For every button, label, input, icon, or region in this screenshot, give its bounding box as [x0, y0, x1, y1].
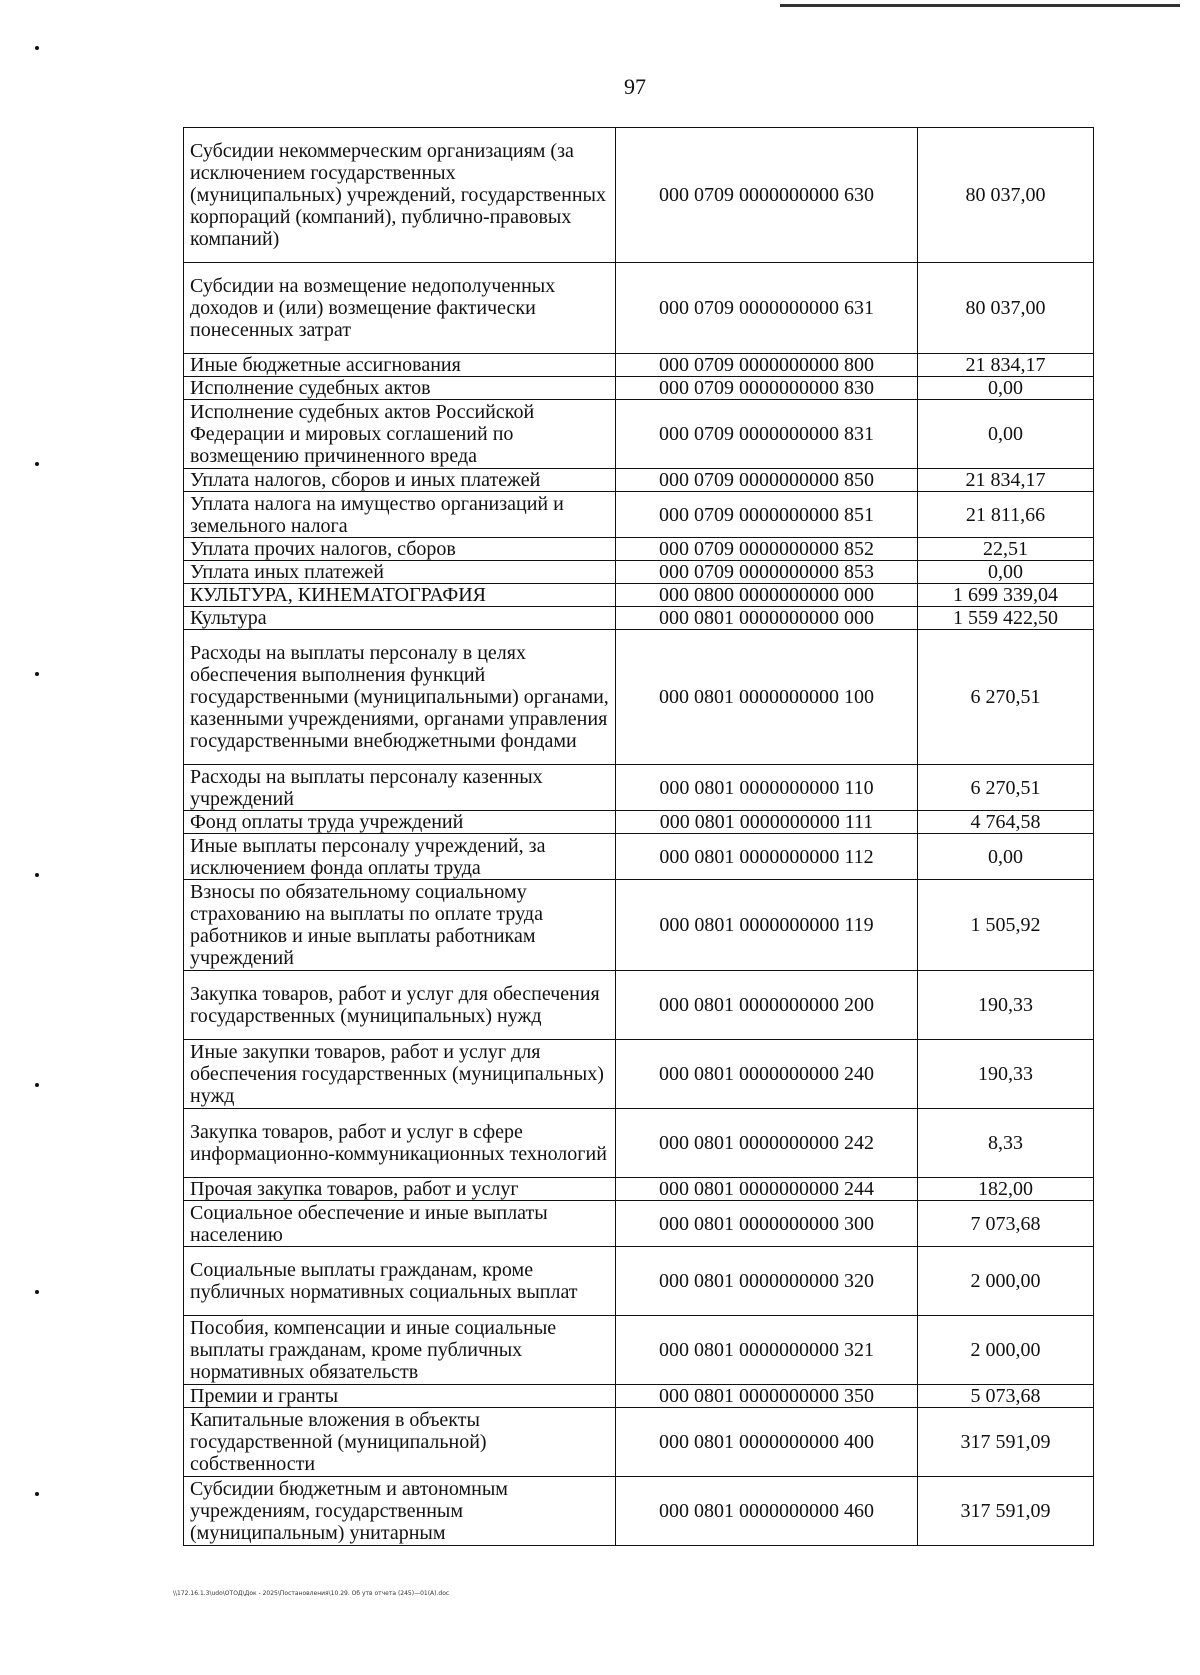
row-code: 000 0800 0000000000 000	[616, 584, 918, 607]
row-name: Уплата иных платежей	[184, 561, 616, 584]
page-number: 97	[624, 74, 646, 99]
row-amount: 2 000,00	[918, 1316, 1094, 1385]
row-name: Иные выплаты персоналу учреждений, за исключением фонда оплаты труда	[184, 834, 616, 880]
row-code: 000 0709 0000000000 800	[616, 354, 918, 377]
table-row	[184, 263, 1094, 354]
row-amount: 317 591,09	[918, 1477, 1094, 1546]
row-name: Пособия, компенсации и иные социальные выплаты гражданам, кроме публичных нормативных обязательств	[184, 1316, 616, 1385]
row-amount: 0,00	[918, 561, 1094, 584]
row-code: 000 0801 0000000000 100	[616, 630, 918, 765]
row-name: Закупка товаров, работ и услуг для обеспечения государственных (муниципальных) нужд	[184, 971, 616, 1040]
row-amount: 1 505,92	[918, 880, 1094, 971]
row-code: 000 0801 0000000000 300	[616, 1201, 918, 1247]
scan-artifact-line	[780, 4, 1180, 7]
row-name: Уплата прочих налогов, сборов	[184, 538, 616, 561]
scan-artifact-dot	[35, 1083, 39, 1087]
footer-file-path: \\172.16.1.3\udo\ОТОД\Док - 2025\Постановления\10.29. Об утв отчета (245)—01(А).doc	[173, 1590, 450, 1597]
row-name: Фонд оплаты труда учреждений	[184, 811, 616, 834]
row-amount: 0,00	[918, 834, 1094, 880]
row-amount: 5 073,68	[918, 1385, 1094, 1408]
table-row	[184, 492, 1094, 538]
table-row	[184, 1477, 1094, 1546]
scan-artifact-dot	[35, 1290, 39, 1294]
scan-artifact-dot	[35, 873, 39, 877]
row-code: 000 0801 0000000000 320	[616, 1247, 918, 1316]
row-name: Иные закупки товаров, работ и услуг для обеспечения государственных (муниципальных) нужд	[184, 1040, 616, 1109]
row-name: Культура	[184, 607, 616, 630]
row-code: 000 0801 0000000000 240	[616, 1040, 918, 1109]
row-name: Субсидии на возмещение недополученных доходов и (или) возмещение фактически понесенных затрат	[184, 263, 616, 354]
row-name: Премии и гранты	[184, 1385, 616, 1408]
table-row	[184, 1316, 1094, 1385]
table-row	[184, 584, 1094, 607]
row-name: Взносы по обязательному социальному страхованию на выплаты по оплате труда работников и иные выплаты работникам учреждений	[184, 880, 616, 971]
row-amount: 80 037,00	[918, 263, 1094, 354]
row-amount: 1 559 422,50	[918, 607, 1094, 630]
row-amount: 80 037,00	[918, 128, 1094, 263]
row-name: КУЛЬТУРА, КИНЕМАТОГРАФИЯ	[184, 584, 616, 607]
row-amount: 2 000,00	[918, 1247, 1094, 1316]
row-amount: 7 073,68	[918, 1201, 1094, 1247]
row-name: Уплата налога на имущество организаций и земельного налога	[184, 492, 616, 538]
table-row	[184, 400, 1094, 469]
row-amount: 8,33	[918, 1109, 1094, 1178]
table-row	[184, 1247, 1094, 1316]
table-row	[184, 354, 1094, 377]
table-row	[184, 971, 1094, 1040]
row-name: Субсидии бюджетным и автономным учреждениям, государственным (муниципальным) унитарным	[184, 1477, 616, 1546]
table-row	[184, 1385, 1094, 1408]
row-code: 000 0709 0000000000 853	[616, 561, 918, 584]
row-code: 000 0709 0000000000 850	[616, 469, 918, 492]
table-row	[184, 880, 1094, 971]
scan-artifact-dot	[35, 1492, 39, 1496]
row-code: 000 0709 0000000000 830	[616, 377, 918, 400]
row-code: 000 0801 0000000000 242	[616, 1109, 918, 1178]
budget-table	[183, 127, 1094, 1546]
row-name: Иные бюджетные ассигнования	[184, 354, 616, 377]
row-code: 000 0709 0000000000 630	[616, 128, 918, 263]
row-code: 000 0801 0000000000 110	[616, 765, 918, 811]
row-name: Исполнение судебных актов	[184, 377, 616, 400]
row-amount: 21 834,17	[918, 469, 1094, 492]
row-code: 000 0801 0000000000 000	[616, 607, 918, 630]
row-amount: 21 834,17	[918, 354, 1094, 377]
row-name: Прочая закупка товаров, работ и услуг	[184, 1178, 616, 1201]
row-amount: 190,33	[918, 971, 1094, 1040]
row-amount: 6 270,51	[918, 765, 1094, 811]
table-row	[184, 1178, 1094, 1201]
row-amount: 317 591,09	[918, 1408, 1094, 1477]
row-name: Закупка товаров, работ и услуг в сфере информационно-коммуникационных технологий	[184, 1109, 616, 1178]
row-name: Социальное обеспечение и иные выплаты населению	[184, 1201, 616, 1247]
row-name: Субсидии некоммерческим организациям (за исключением государственных (муниципальных) учреждений, государственных корпораций (компаний), публично-правовых компаний)	[184, 128, 616, 263]
table-row	[184, 607, 1094, 630]
row-code: 000 0801 0000000000 400	[616, 1408, 918, 1477]
table-row	[184, 1201, 1094, 1247]
row-code: 000 0801 0000000000 244	[616, 1178, 918, 1201]
table-row	[184, 1408, 1094, 1477]
budget-table-body	[184, 128, 1094, 1546]
table-row	[184, 834, 1094, 880]
table-row	[184, 765, 1094, 811]
row-amount: 21 811,66	[918, 492, 1094, 538]
row-amount: 4 764,58	[918, 811, 1094, 834]
table-row	[184, 561, 1094, 584]
scan-artifact-dot	[35, 462, 39, 466]
row-name: Капитальные вложения в объекты государственной (муниципальной) собственности	[184, 1408, 616, 1477]
row-name: Расходы на выплаты персоналу казенных учреждений	[184, 765, 616, 811]
row-code: 000 0801 0000000000 111	[616, 811, 918, 834]
row-code: 000 0801 0000000000 321	[616, 1316, 918, 1385]
row-amount: 182,00	[918, 1178, 1094, 1201]
row-name: Исполнение судебных актов Российской Федерации и мировых соглашений по возмещению причиненного вреда	[184, 400, 616, 469]
row-name: Уплата налогов, сборов и иных платежей	[184, 469, 616, 492]
row-code: 000 0709 0000000000 851	[616, 492, 918, 538]
table-row	[184, 811, 1094, 834]
row-amount: 0,00	[918, 400, 1094, 469]
scan-artifact-dot	[35, 672, 39, 676]
row-amount: 190,33	[918, 1040, 1094, 1109]
table-row	[184, 538, 1094, 561]
table-row	[184, 377, 1094, 400]
table-row	[184, 1109, 1094, 1178]
row-code: 000 0801 0000000000 350	[616, 1385, 918, 1408]
row-amount: 6 270,51	[918, 630, 1094, 765]
scan-artifact-dot	[35, 46, 39, 50]
table-row	[184, 1040, 1094, 1109]
row-code: 000 0801 0000000000 200	[616, 971, 918, 1040]
row-amount: 0,00	[918, 377, 1094, 400]
row-code: 000 0709 0000000000 631	[616, 263, 918, 354]
row-amount: 1 699 339,04	[918, 584, 1094, 607]
table-row	[184, 630, 1094, 765]
row-code: 000 0709 0000000000 831	[616, 400, 918, 469]
table-row	[184, 469, 1094, 492]
row-code: 000 0801 0000000000 119	[616, 880, 918, 971]
row-name: Расходы на выплаты персоналу в целях обеспечения выполнения функций государственными (муниципальными) органами, казенными учреждениями, органами управления государственными внебюджетными фондами	[184, 630, 616, 765]
row-name: Социальные выплаты гражданам, кроме публичных нормативных социальных выплат	[184, 1247, 616, 1316]
row-amount: 22,51	[918, 538, 1094, 561]
row-code: 000 0801 0000000000 112	[616, 834, 918, 880]
row-code: 000 0709 0000000000 852	[616, 538, 918, 561]
table-row	[184, 128, 1094, 263]
row-code: 000 0801 0000000000 460	[616, 1477, 918, 1546]
